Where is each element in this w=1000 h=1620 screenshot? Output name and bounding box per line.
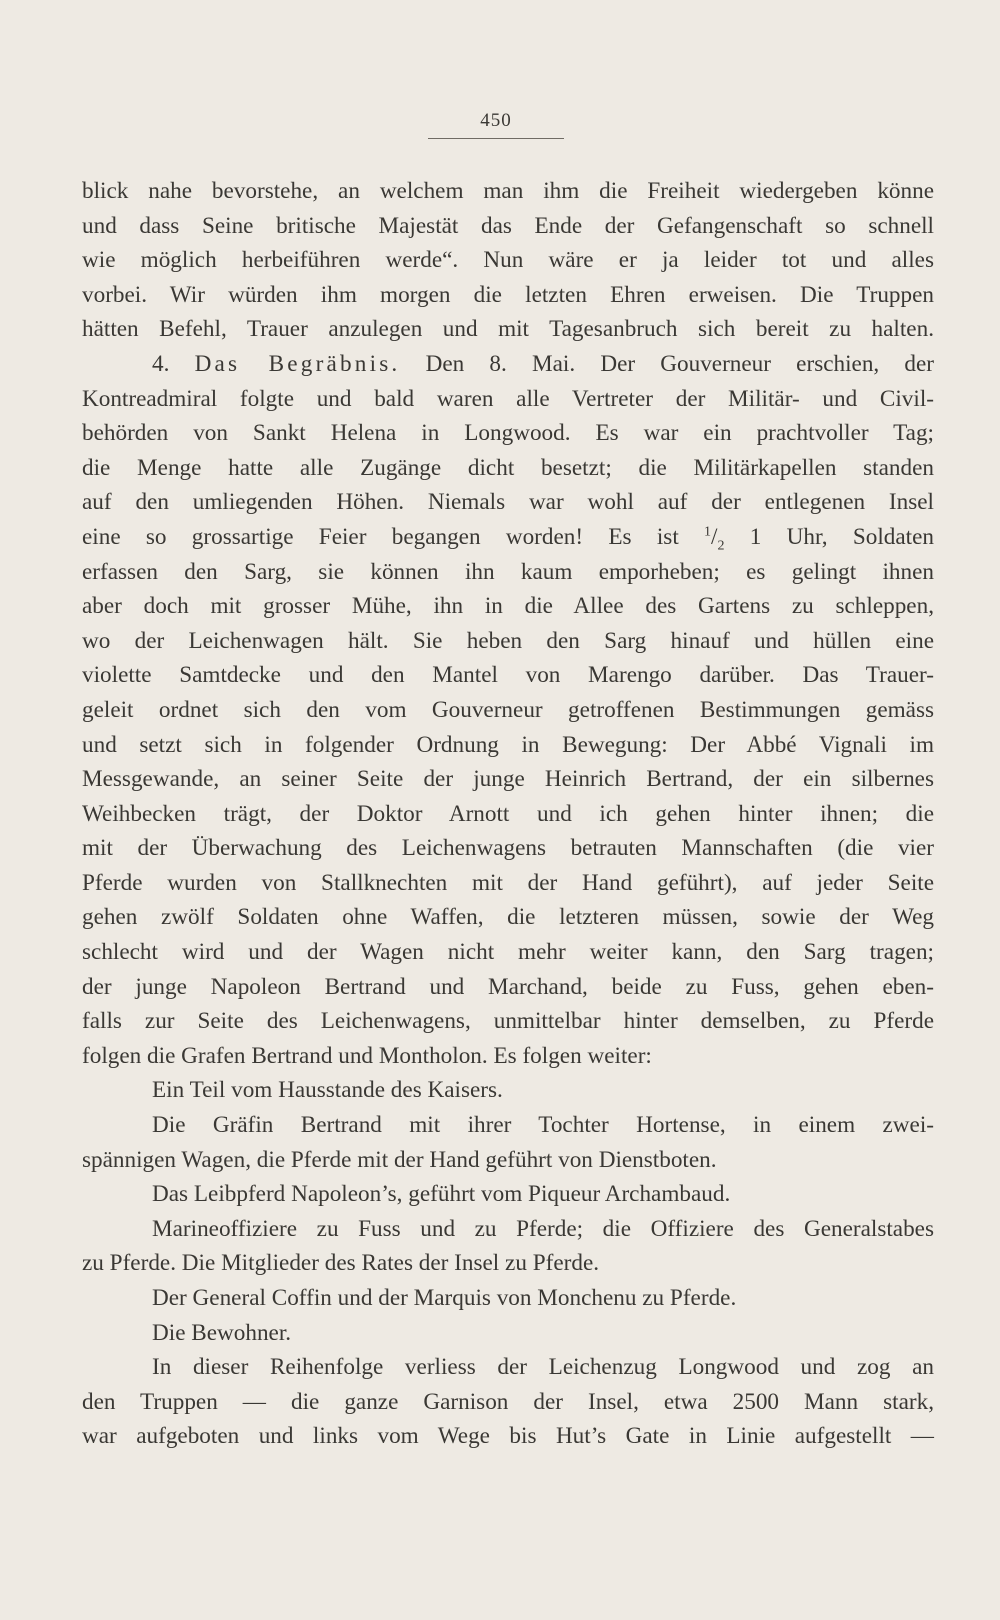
text-line: Kontreadmiral folgte und bald waren alle Vertreter der Militär- und Civil- [82, 385, 934, 412]
text-line: spännigen Wagen, die Pferde mit der Hand geführt von Dienstboten. [82, 1146, 717, 1173]
header-rule [428, 138, 564, 139]
text-line: gehen zwölf Soldaten ohne Waffen, die letzteren müssen, sowie der Weg [82, 904, 934, 931]
text-line: und dass Seine britische Majestät das Ende der Gefangenschaft so schnell [82, 212, 934, 239]
text-line: hätten Befehl, Trauer anzulegen und mit Tagesanbruch sich bereit zu halten. [82, 316, 934, 343]
section-title: Das Begräbnis. [194, 350, 401, 377]
list-line: Marineoffiziere zu Fuss und zu Pferde; die Offiziere des Generalstabes [152, 1215, 934, 1242]
text-line: blick nahe bevorstehe, an welchem man ihm die Freiheit wiedergeben könne [82, 178, 934, 204]
text-line: den Truppen — die ganze Garnison der Insel, etwa 2500 Mann stark, [82, 1388, 934, 1415]
text-line: die Menge hatte alle Zugänge dicht besetzt; die Militärkapellen standen [82, 454, 934, 481]
list-line: Die Bewohner. [152, 1319, 292, 1346]
text-line: schlecht wird und der Wagen nicht mehr weiter kann, den Sarg tragen; [82, 939, 934, 966]
text-line: Pferde wurden von Stallknechten mit der Hand geführt), auf jeder Seite [82, 869, 934, 896]
text-line: zu Pferde. Die Mitglieder des Rates der Insel zu Pferde. [82, 1250, 600, 1277]
section-heading-line [82, 347, 934, 382]
text-line: folgen die Grafen Bertrand und Montholon. Es folgen weiter: [82, 1042, 652, 1069]
fraction-numerator: 1 [704, 524, 712, 540]
text-line: Messgewande, an seiner Seite der junge Heinrich Bertrand, der ein silbernes [82, 766, 934, 793]
text-line: der junge Napoleon Bertrand und Marchand, beide zu Fuss, gehen eben- [82, 973, 934, 1000]
fraction-denominator: 2 [717, 538, 725, 554]
list-line: Der General Coffin und der Marquis von Monchenu zu Pferde. [152, 1285, 737, 1311]
text-line: violette Samtdecke und den Mantel von Marengo darüber. Das Trauer- [82, 662, 934, 689]
page-number: 450 [480, 110, 512, 131]
section-number: 4. [152, 350, 170, 377]
text-line: war aufgeboten und links vom Wege bis Hut’s Gate in Linie aufgestellt — [82, 1423, 934, 1450]
list-line: Die Gräfin Bertrand mit ihrer Tochter Hortense, in einem zwei- [152, 1112, 934, 1139]
text-line: behörden von Sankt Helena in Longwood. Es war ein prachtvoller Tag; [82, 420, 934, 447]
list-line: Ein Teil vom Hausstande des Kaisers. [152, 1077, 503, 1104]
fraction-line-after: 1 Uhr, Soldaten [749, 523, 935, 550]
fraction-line-before: eine so grossartige Feier begangen worden! Es ist [82, 523, 679, 550]
text-line: falls zur Seite des Leichenwagens, unmittelbar hinter demselben, zu Pferde [82, 1008, 934, 1035]
text-line: Weihbecken trägt, der Doktor Arnott und ich gehen hinter ihnen; die [82, 800, 934, 827]
section-heading-rest: Den 8. Mai. Der Gouverneur erschien, der [425, 350, 935, 377]
text-line: aber doch mit grosser Mühe, ihn in die Allee des Gartens zu schleppen, [82, 593, 934, 620]
list-line: Das Leibpferd Napoleon’s, geführt vom Piqueur Archambaud. [152, 1181, 731, 1208]
paragraph-start-line: In dieser Reihenfolge verliess der Leichenzug Longwood und zog an [152, 1354, 934, 1381]
fraction: $^1/_2$ [704, 523, 725, 554]
text-line: mit der Überwachung des Leichenwagens betrauten Mannschaften (die vier [82, 835, 934, 862]
fraction-line [82, 520, 934, 555]
text-line: erfassen den Sarg, sie können ihn kaum emporheben; es gelingt ihnen [82, 558, 934, 585]
text-line: vorbei. Wir würden ihm morgen die letzten Ehren erweisen. Die Truppen [82, 281, 934, 308]
text-line: auf den umliegenden Höhen. Niemals war wohl auf der entlegenen Insel [82, 489, 934, 516]
text-line: und setzt sich in folgender Ordnung in Bewegung: Der Abbé Vignali im [82, 731, 934, 758]
text-line: wie möglich herbeiführen werde“. Nun wäre er ja leider tot und alles [82, 247, 934, 274]
text-line: wo der Leichenwagen hält. Sie heben den Sarg hinauf und hüllen eine [82, 627, 934, 654]
text-line: geleit ordnet sich den vom Gouverneur getroffenen Bestimmungen gemäss [82, 696, 934, 723]
body-text [82, 174, 934, 1454]
